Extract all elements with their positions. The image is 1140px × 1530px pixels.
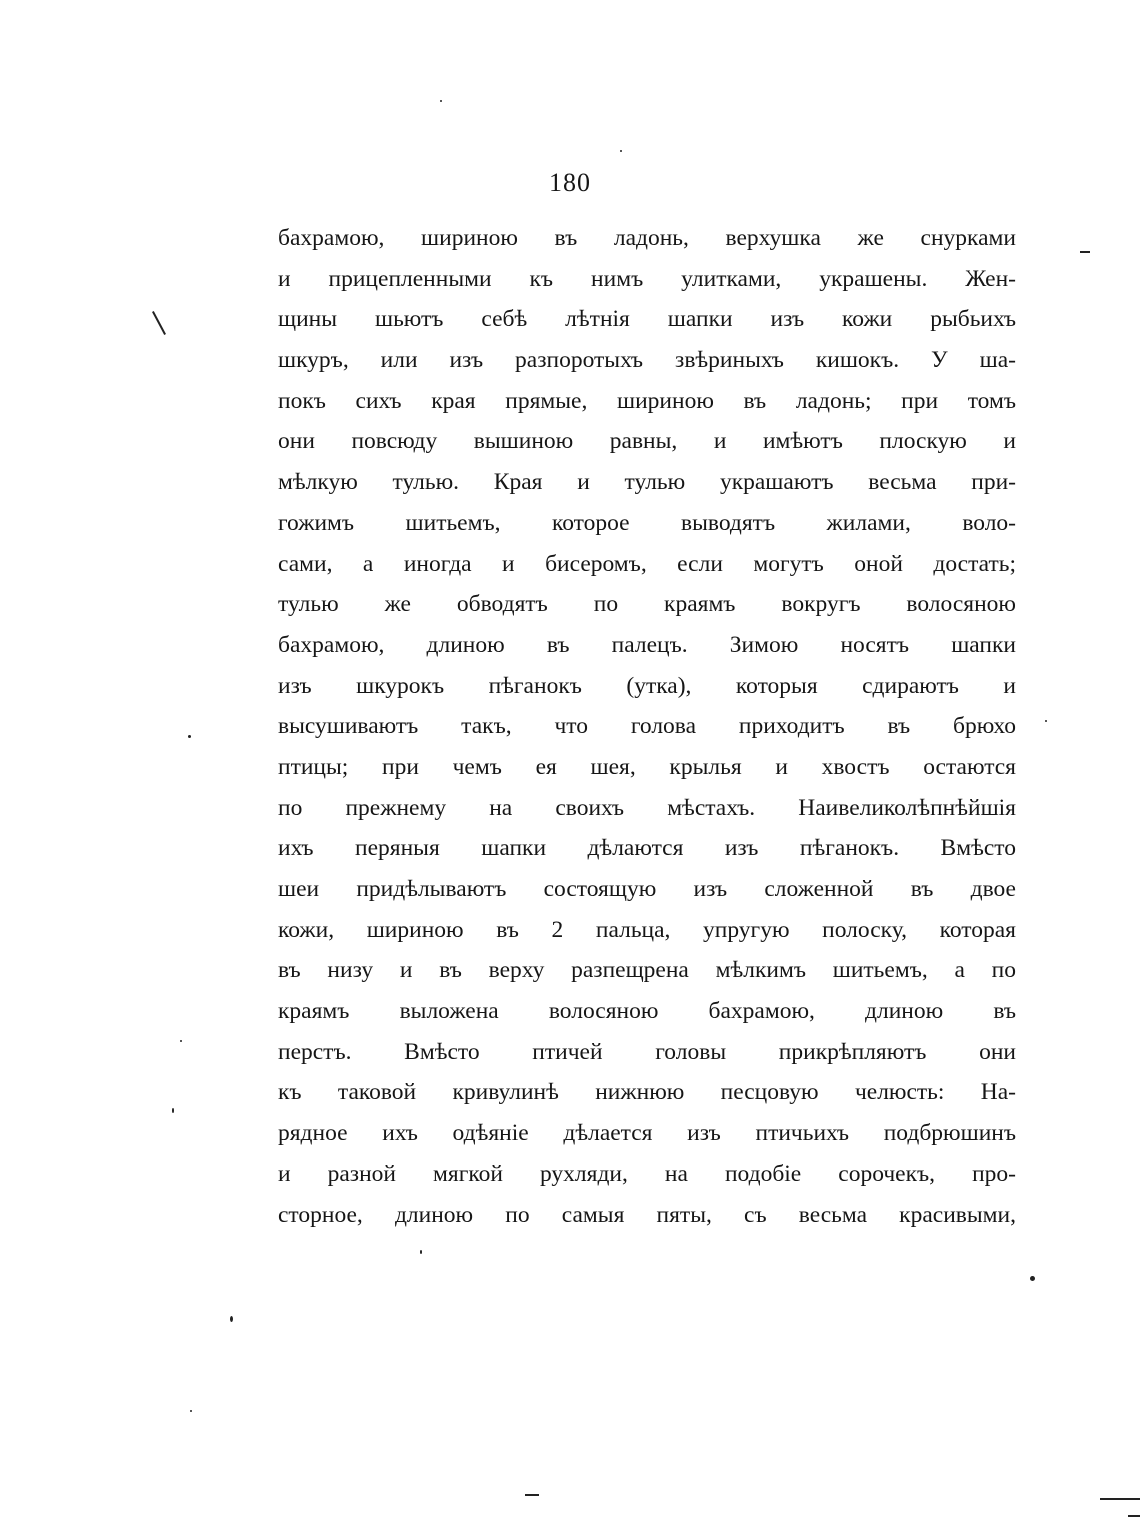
text-line: краямъ выложена волосяною бахрамою, длиною въ xyxy=(278,998,1016,1025)
scan-mark xyxy=(525,1494,539,1496)
text-line: изъ шкурокъ пѣганокъ (утка), которыя сдираютъ и xyxy=(278,672,1016,699)
text-line: кожи, шириною въ 2 пальца, упругую полоску, которая xyxy=(278,916,1016,943)
text-line: мѣлкую тулью. Края и тулью украшаютъ весьма при- xyxy=(278,469,1016,496)
text-line: бахрамою, длиною въ палецъ. Зимою носятъ шапки xyxy=(278,631,1016,658)
scan-mark xyxy=(152,311,166,335)
text-line: и прицепленными къ нимъ улитками, украшены. Жен- xyxy=(278,265,1016,292)
text-line: бахрамою, шириною въ ладонь, верхушка же снурками xyxy=(278,225,1016,251)
text-line: сами, а иногда и бисеромъ, если могутъ оной достать; xyxy=(278,550,1016,577)
text-line: и разной мягкой рухляди, на подобіе сорочекъ, про- xyxy=(278,1160,1016,1187)
text-line: перстъ. Вмѣсто птичей головы прикрѣпляютъ они xyxy=(278,1038,1016,1065)
scan-speck xyxy=(1045,720,1047,722)
text-line: къ таковой кривулинѣ нижнюю песцовую челюсть: На- xyxy=(278,1079,1016,1106)
scan-mark xyxy=(1080,251,1090,253)
scan-speck xyxy=(440,100,442,102)
text-line: птицы; при чемъ ея шея, крылья и хвостъ остаются xyxy=(278,753,1016,780)
text-line: тулью же обводятъ по краямъ вокругъ волосяною xyxy=(278,591,1016,618)
text-line: сторное, длиною по самыя пяты, съ весьма красивыми, xyxy=(278,1201,1016,1228)
text-line: ихъ перяныя шапки дѣлаются изъ пѣганокъ. Вмѣсто xyxy=(278,835,1016,862)
scan-speck xyxy=(230,1316,233,1322)
text-line: шеи придѣлываютъ состоящую изъ сложенной въ двое xyxy=(278,876,1016,902)
scan-speck xyxy=(172,1108,174,1113)
scan-mark xyxy=(1128,1515,1140,1517)
scan-speck xyxy=(180,1040,182,1042)
text-line: шкуръ, или изъ разпоротыхъ звѣриныхъ кишокъ. У ша- xyxy=(278,347,1016,374)
scan-speck xyxy=(190,1410,192,1412)
text-line: гожимъ шитьемъ, которое выводятъ жилами, воло- xyxy=(278,509,1016,536)
scan-speck xyxy=(420,1250,422,1254)
scan-speck xyxy=(620,150,622,152)
text-line: высушиваютъ такъ, что голова приходитъ въ брюхо xyxy=(278,713,1016,740)
body-text xyxy=(278,218,1016,1235)
text-line: покъ сихъ края прямые, шириною въ ладонь; при томъ xyxy=(278,387,1016,414)
text-line: въ низу и въ верху разпещрена мѣлкимъ шитьемъ, а по xyxy=(278,957,1016,984)
scan-mark xyxy=(1100,1498,1140,1500)
text-line: щины шьютъ себѣ лѣтнія шапки изъ кожи рыбьихъ xyxy=(278,306,1016,333)
scan-speck xyxy=(1030,1276,1035,1281)
scan-speck xyxy=(188,735,191,738)
text-line: по прежнему на своихъ мѣстахъ. Наивеликолѣпнѣйшія xyxy=(278,794,1016,821)
page-number: 180 xyxy=(549,168,591,197)
text-line: рядное ихъ одѣяніе дѣлается изъ птичьихъ подбрюшинъ xyxy=(278,1120,1016,1147)
text-line: они повсюду вышиною равны, и имѣютъ плоскую и xyxy=(278,428,1016,455)
